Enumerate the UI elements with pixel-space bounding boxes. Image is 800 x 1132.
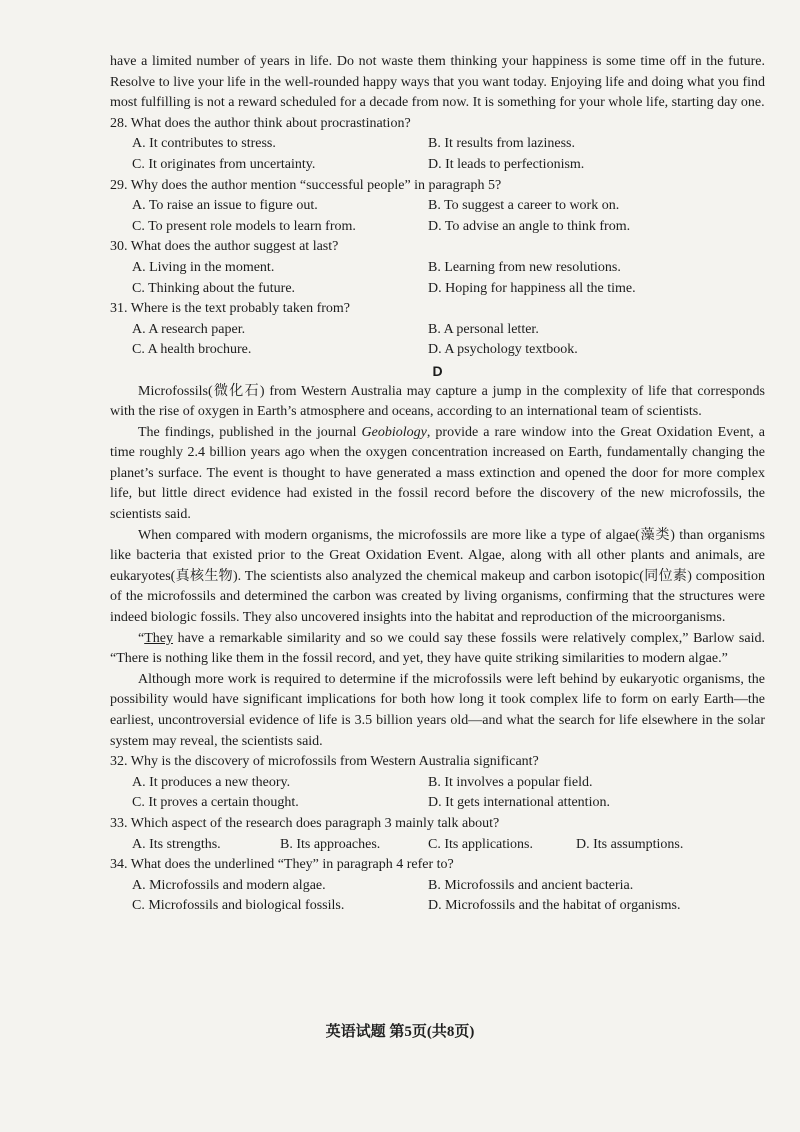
page-footer: 英语试题 第5页(共8页) [325,1024,475,1040]
option-d: D. Microfossils and the habitat of organisms. [428,898,681,914]
option-b: B. It involves a popular field. [428,774,593,790]
option-c: C. Thinking about the future. [132,280,296,296]
option-a: A. It contributes to stress. [132,136,276,152]
journal-name: Geobiology [361,424,427,440]
option-b: B. Learning from new resolutions. [428,259,621,275]
passage-d-paragraph-2 [110,423,765,526]
option-a: A. It produces a new theory. [132,774,291,790]
option-a: A. A research paper. [132,321,246,337]
passage-d-paragraph-3: When compared with modern organisms, the microfossils are more like a type of algae(藻类) than organisms like bacteria that existed prior to the Great Oxidation Event. Algae, along with all other plants and animals, are eukaryotes(真核生物). The scientists also analyzed the chemical makeup and carbon isotopic(同位素) composition of the microfossils and determined the carbon was created by living organisms, confirming that the structures were indeed biologic fossils. They also uncovered insights into the habitat and reproduction of the microorganisms. [110,527,765,626]
option-c: C. A health brochure. [132,342,252,358]
question-stem: 30. What does the author suggest at last? [110,239,339,255]
option-a: A. Its strengths. [132,836,221,852]
passage-d-paragraph-5: Although more work is required to determine if the microfossils were left behind by eukaryotic organisms, the possibility would have significant implications for both how long it took complex life to form on early Earth—the earliest, uncontroversial evidence of life is 3.5 billion years old—and what the search for life elsewhere in the solar system may reveal, the scientists said. [110,671,765,749]
question-33 [110,814,765,855]
option-b: B. A personal letter. [428,321,539,337]
question-32 [110,752,765,814]
option-b: B. Microfossils and ancient bacteria. [428,877,634,893]
question-stem: 29. Why does the author mention “successful people” in paragraph 5? [110,177,502,193]
option-d: D. To advise an angle to think from. [428,218,631,234]
question-stem: 31. Where is the text probably taken from? [110,301,350,317]
option-d: D. Its assumptions. [576,836,684,852]
question-31 [110,299,765,361]
option-c: C. Microfossils and biological fossils. [132,898,345,914]
option-c: C. To present role models to learn from. [132,218,356,234]
option-a: A. Living in the moment. [132,259,275,275]
passage-d-paragraph-4 [110,629,765,670]
question-stem: 34. What does the underlined “They” in paragraph 4 refer to? [110,857,454,873]
question-stem: 28. What does the author think about procrastination? [110,115,411,131]
paragraph-text: The findings, published in the journal [138,424,362,440]
question-stem: 32. Why is the discovery of microfossils from Western Australia significant? [110,754,539,770]
option-a: A. To raise an issue to figure out. [132,198,318,214]
option-b: B. Its approaches. [280,836,381,852]
question-29 [110,176,765,238]
page-content [110,52,765,917]
section-d-heading: D [432,362,443,379]
underlined-they: They [144,630,173,646]
option-b: B. It results from laziness. [428,136,575,152]
option-c: C. It proves a certain thought. [132,795,299,811]
question-stem: 33. Which aspect of the research does paragraph 3 mainly talk about? [110,815,500,831]
option-c: C. It originates from uncertainty. [132,156,316,172]
question-28 [110,114,765,176]
option-d: D. It leads to perfectionism. [428,156,585,172]
option-d: D. It gets international attention. [428,795,610,811]
option-d: D. Hoping for happiness all the time. [428,280,636,296]
option-a: A. Microfossils and modern algae. [132,877,326,893]
option-b: B. To suggest a career to work on. [428,198,620,214]
question-34 [110,855,765,917]
question-30 [110,237,765,299]
passage-d-paragraph-1: Microfossils(微化石) from Western Australia may capture a jump in the complexity of life that corresponds with the rise of oxygen in Earth’s atmosphere and oceans, according to an international team of scientists. [110,383,765,420]
top-paragraph: have a limited number of years in life. Do not waste them thinking your happiness is some time off in the future. Resolve to live your life in the well-rounded happy ways that you want today. Enjoying life and doing what you find most fulfilling is not a reward scheduled for a decade from now. It is something for your whole life, starting day one. [110,54,765,111]
open-quote: “ [138,630,145,646]
paragraph-text: have a remarkable similarity and so we could say these fossils were relatively complex,” Barlow said. “There is nothing like them in the fossil record, and yet, they have quite striking similarities to modern algae.” [110,630,765,667]
option-d: D. A psychology textbook. [428,342,578,358]
paragraph-text: , provide a rare window into the Great Oxidation Event, a time roughly 2.4 billion years ago when the oxygen concentration increased on Earth, fundamentally changing the planet’s surface. The event is thought to have generated a mass extinction and opened the door for more complex life, but little direct evidence had existed in the fossil record before the discovery of the new microfossils, the scientists said. [110,424,765,523]
option-c: C. Its applications. [428,836,533,852]
